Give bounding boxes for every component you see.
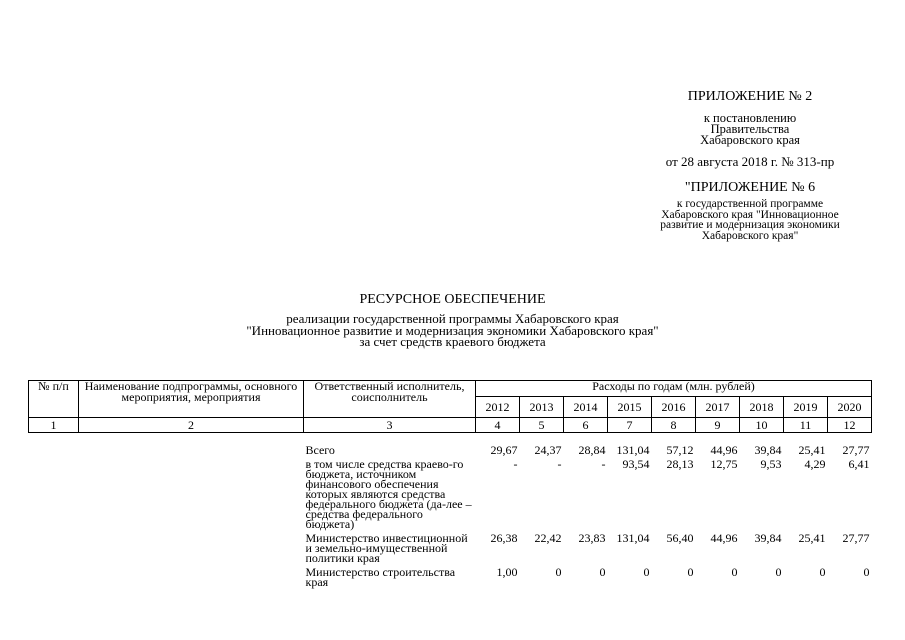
row-value: 27,77 [842,443,870,457]
appendix-2-line: к постановлению [703,111,797,125]
row-value: - [557,457,562,471]
document-subtitle-line: "Инновационное развитие и модернизация экономики Хабаровского края" [246,322,659,338]
row-name [79,563,304,587]
column-number: 5 [520,418,564,433]
row-value: 29,67 [490,443,518,457]
header-year: 2012 [476,397,520,418]
column-number: 11 [784,418,828,433]
resource-table [28,380,872,587]
header-year: 2017 [696,397,740,418]
header-year: 2019 [784,397,828,418]
row-value: 39,84 [754,443,782,457]
table-row [29,441,872,455]
row-value: 0 [731,565,738,579]
row-executor: Министерство строительства края [305,565,456,589]
column-number: 10 [740,418,784,433]
header-year: 2018 [740,397,784,418]
header-expenses: Расходы по годам (млн. рублей) [476,381,872,397]
row-value: 0 [687,565,694,579]
row-num [29,529,79,563]
row-value: 56,40 [666,531,694,545]
header-num: № п/п [29,381,79,418]
column-number: 7 [608,418,652,433]
header-year: 2013 [520,397,564,418]
row-value: 57,12 [666,443,694,457]
header-executor: Ответственный исполнитель, соисполнитель [304,381,476,418]
header-year: 2016 [652,397,696,418]
row-value: 25,41 [798,531,826,545]
row-value: 27,77 [842,531,870,545]
row-value: 4,29 [804,457,826,471]
document-subtitle-line: за счет средств краевого бюджета [359,334,546,349]
table-row [29,563,872,587]
column-number: 3 [304,418,476,433]
column-number: 6 [564,418,608,433]
row-value: 44,96 [710,531,738,545]
column-number: 8 [652,418,696,433]
row-value: 0 [555,565,562,579]
row-num [29,455,79,529]
table-header [29,381,872,433]
appendix-2-date: от 28 августа 2018 г. № 313-пр [665,154,835,169]
appendix-6-line: Хабаровского края" [701,229,799,242]
row-value: 25,41 [798,443,826,457]
row-value: 28,13 [666,457,694,471]
row-num [29,441,79,455]
row-value: 24,37 [534,443,562,457]
appendix-6-line: развитие и модернизация экономики [660,219,840,231]
row-executor: Министерство инвестиционной и земельно-имущественной политики края [305,531,468,565]
column-number: 2 [79,418,304,433]
appendix-2-line: Хабаровского края [700,133,800,147]
row-value: 39,84 [754,531,782,545]
header-column-numbers-row [29,418,872,433]
header-year: 2015 [608,397,652,418]
header-name: Наименование подпрограммы, основного мероприятия, мероприятия [79,381,304,418]
row-value: 28,84 [578,443,606,457]
table-body [29,433,872,588]
row-value: 9,53 [760,457,782,471]
row-value: 23,83 [578,531,606,545]
document-title: РЕСУРСНОЕ ОБЕСПЕЧЕНИЕ [359,292,546,307]
row-name [79,529,304,563]
row-value: 22,42 [534,531,562,545]
row-value: 44,96 [710,443,738,457]
document-subtitle-line: реализации государственной программы Хабаровского края [286,311,619,326]
row-value: 0 [819,565,826,579]
row-num [29,563,79,587]
appendix-6-title: "ПРИЛОЖЕНИЕ № 6 [684,180,816,195]
column-number: 1 [29,418,79,433]
header-year: 2014 [564,397,608,418]
row-value: 93,54 [622,457,650,471]
row-value: - [601,457,606,471]
row-executor: в том числе средства краево-го бюджета, источником финансового обеспечения которых являются средства федерального бюджета (да-лее – средства федерального бюджета) [305,457,472,531]
header-year: 2020 [828,397,872,418]
appendix-6-line: Хабаровского края "Инновационное [661,208,839,221]
row-value: 131,04 [616,443,650,457]
row-value: 0 [775,565,782,579]
row-value: 131,04 [616,531,650,545]
column-number: 4 [476,418,520,433]
column-number: 12 [828,418,872,433]
row-name [79,441,304,455]
appendix-2-subtitle [660,113,840,146]
row-value: 1,00 [496,565,518,579]
row-value: 0 [863,565,870,579]
appendix-2-line: Правительства [710,122,790,136]
row-value: 12,75 [710,457,738,471]
appendix-6-line: к государственной программе [676,198,824,210]
document-subtitle [150,313,755,348]
row-value: 26,38 [490,531,518,545]
table-row [29,455,872,529]
row-value: 0 [599,565,606,579]
column-number: 9 [696,418,740,433]
row-value: 6,41 [848,457,870,471]
appendix-6-subtitle [630,199,870,241]
row-value: 0 [643,565,650,579]
row-executor: Всего [305,443,335,457]
row-value: - [513,457,518,471]
appendix-2-title: ПРИЛОЖЕНИЕ № 2 [687,89,813,104]
table-row [29,529,872,563]
row-name [79,455,304,529]
